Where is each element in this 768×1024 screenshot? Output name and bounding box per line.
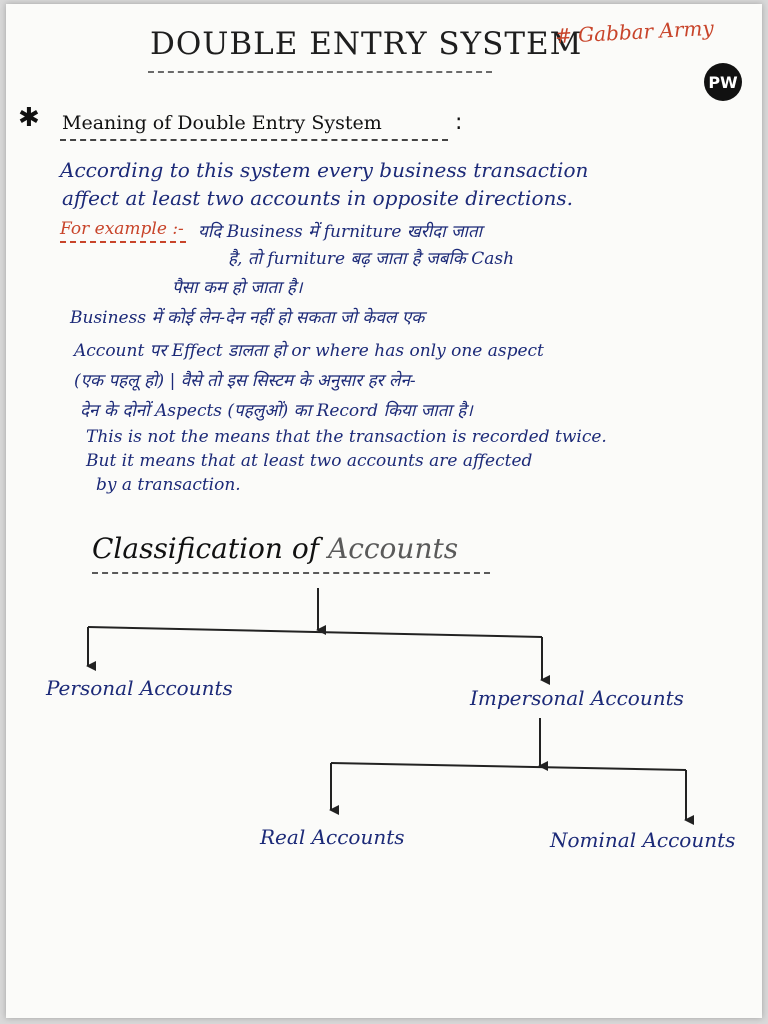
heading-word: Classification: [92, 532, 283, 565]
logo-text: PW: [708, 73, 738, 92]
example-line: है, तो furniture बढ़ जाता है जबकि Cash: [228, 249, 515, 269]
explanation-line: Account पर Effect डालता हो or where has only one aspect: [74, 341, 544, 361]
node-real-accounts: Real Accounts: [260, 825, 405, 849]
heading-word: of: [291, 532, 320, 565]
connector-line: [88, 627, 542, 637]
explanation-line: Business में कोई लेन-देन नहीं हो सकता जो केवल एक: [70, 308, 425, 328]
definition-line: affect at least two accounts in opposite directions.: [62, 186, 573, 210]
heading-word: Accounts: [327, 532, 459, 565]
definition-line: According to this system every business transaction: [60, 158, 589, 182]
summary-line: This is not the means that the transaction is recorded twice.: [86, 427, 607, 447]
example-label: For example :-: [60, 219, 184, 239]
node-personal-accounts: Personal Accounts: [46, 676, 233, 700]
explanation-line: (एक पहलू हो) | वैसे तो इस सिस्टम के अनुसार हर लेन-: [74, 371, 416, 391]
node-nominal-accounts: Nominal Accounts: [550, 828, 736, 852]
page-title: DOUBLE ENTRY SYSTEM: [150, 26, 583, 62]
heading-colon: :: [455, 110, 463, 135]
example-line: यदि Business में furniture खरीदा जाता: [198, 222, 483, 242]
example-line: पैसा कम हो जाता है।: [172, 278, 303, 298]
bullet-star-icon: ✱: [18, 103, 40, 133]
meaning-heading: Meaning of Double Entry System: [62, 112, 382, 134]
summary-line: by a transaction.: [96, 475, 241, 495]
connector-line: [331, 763, 686, 770]
explanation-line: देन के दोनों Aspects (पहलुओं) का Record किया जाता है।: [80, 401, 473, 421]
brand-tag: # Gabbar Army: [554, 15, 715, 49]
node-impersonal-accounts: Impersonal Accounts: [470, 686, 684, 710]
summary-line: But it means that at least two accounts are affected: [86, 451, 533, 471]
